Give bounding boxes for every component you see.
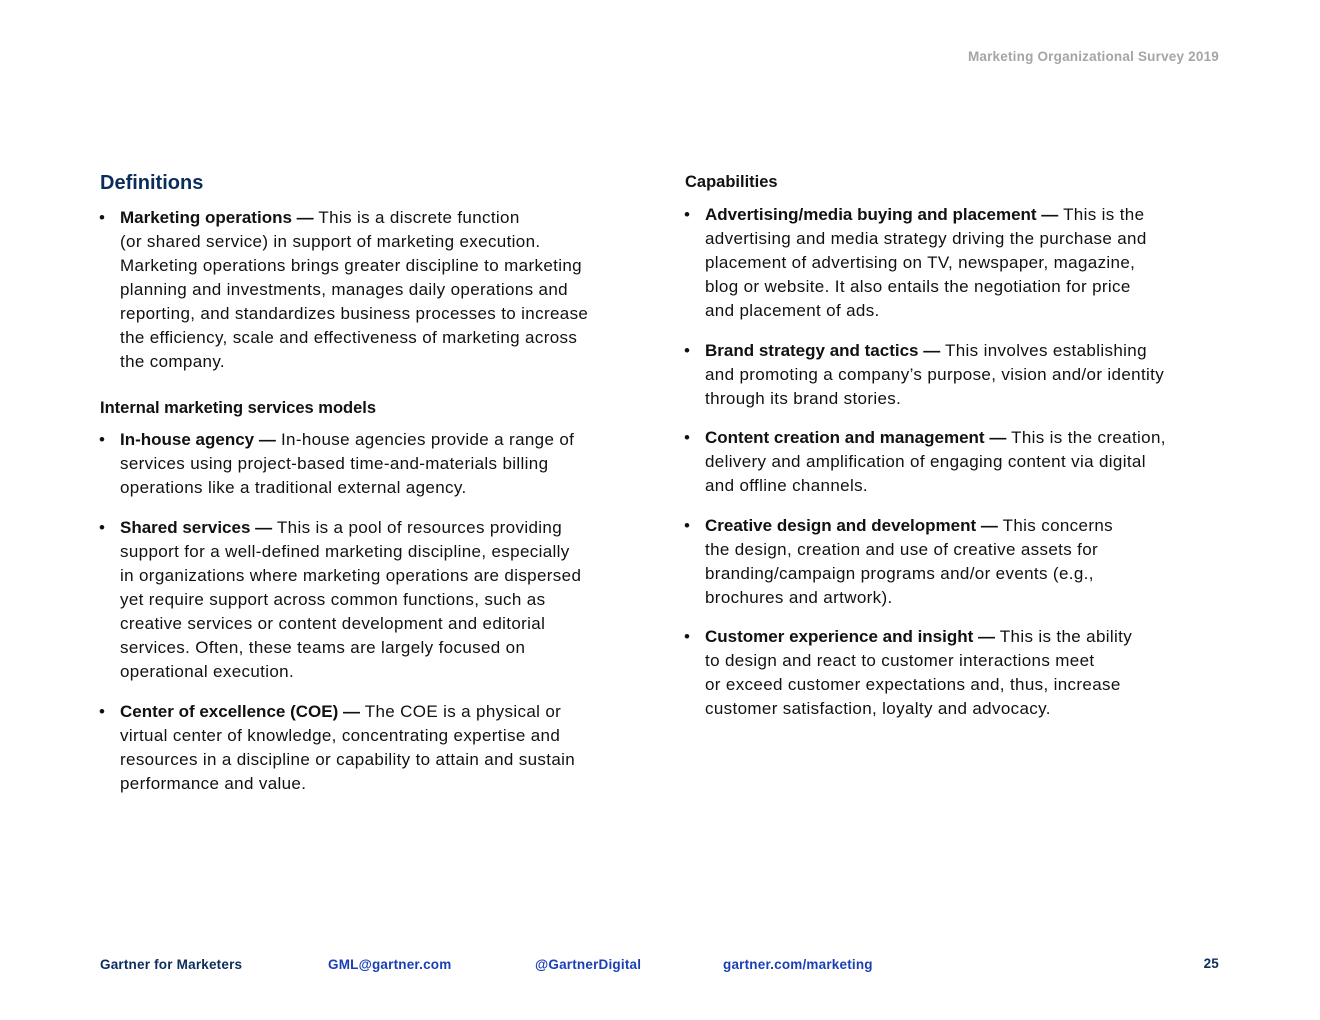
definition-line: [120, 516, 581, 540]
definition-text: This is a discrete function: [313, 208, 520, 227]
definition-line: performance and value.: [120, 774, 307, 793]
definition-line: [120, 428, 574, 452]
definition-text: This is a pool of resources providing: [272, 518, 563, 537]
bullet-icon: •: [684, 627, 691, 646]
running-header: Marketing Organizational Survey 2019: [967, 49, 1219, 64]
definition-line: operational execution.: [120, 662, 295, 681]
bullet-icon: •: [99, 518, 106, 537]
definition-list-item: [99, 700, 576, 796]
definition-line: delivery and amplification of engaging content via digital: [705, 452, 1146, 471]
definition-line: [705, 625, 1132, 649]
definition-line: creative services or content development and editorial: [120, 614, 546, 633]
definition-line: the efficiency, scale and effectiveness of marketing across: [120, 328, 578, 347]
bullet-icon: •: [99, 430, 106, 449]
definition-line: services using project-based time-and-materials billing: [120, 454, 549, 473]
definition-list-item: [684, 203, 1147, 323]
definition-text: This is the creation,: [1006, 428, 1166, 447]
definition-text: In-house agencies provide a range of: [275, 430, 575, 449]
definition-line: and offline channels.: [705, 476, 868, 495]
footer-twitter-link[interactable]: @GartnerDigital: [535, 957, 642, 972]
definition-line: to design and react to customer interactions meet: [705, 651, 1095, 670]
definition-line: operations like a traditional external agency.: [120, 478, 467, 497]
subheading-services-models: Internal marketing services models: [100, 399, 377, 417]
definition-text: This is the: [1058, 205, 1145, 224]
definition-text: This is the ability: [995, 627, 1133, 646]
bullet-icon: •: [684, 516, 691, 535]
definition-line: Marketing operations brings greater discipline to marketing: [120, 256, 582, 275]
definition-line: and promoting a company’s purpose, vision and/or identity: [705, 365, 1165, 384]
footer-website-link[interactable]: gartner.com/marketing: [723, 957, 873, 972]
definition-term: Shared services —: [120, 518, 273, 537]
definition-term: Creative design and development —: [705, 516, 998, 535]
definition-term: Content creation and management —: [705, 428, 1007, 447]
definition-line: through its brand stories.: [705, 389, 902, 408]
bullet-icon: •: [684, 341, 691, 360]
definition-text: This concerns: [997, 516, 1113, 535]
definition-line: placement of advertising on TV, newspaper, magazine,: [705, 253, 1136, 272]
definition-line: and placement of ads.: [705, 301, 880, 320]
definition-line: or exceed customer expectations and, thus, increase: [705, 675, 1121, 694]
definition-text: This involves establishing: [940, 341, 1147, 360]
definition-list-item: [99, 516, 582, 684]
footer-brand: Gartner for Marketers: [100, 957, 243, 972]
bullet-icon: •: [684, 428, 691, 447]
definition-line: branding/campaign programs and/or events (e.g.,: [705, 564, 1094, 583]
definition-line: (or shared service) in support of marketing execution.: [120, 232, 541, 251]
definition-line: [120, 700, 575, 724]
definition-line: reporting, and standardizes business processes to increase: [120, 304, 589, 323]
definition-line: the company.: [120, 352, 225, 371]
definition-line: [705, 203, 1147, 227]
bullet-icon: •: [99, 208, 106, 227]
definition-line: yet require support across common functions, such as: [120, 590, 546, 609]
section-heading-definitions: Definitions: [100, 172, 204, 194]
definition-line: virtual center of knowledge, concentrating expertise and: [120, 726, 561, 745]
definition-list-item: [99, 428, 575, 500]
definition-line: brochures and artwork).: [705, 588, 893, 607]
definition-list-item: [684, 339, 1165, 411]
definition-line: in organizations where marketing operations are dispersed: [120, 566, 582, 585]
definition-line: customer satisfaction, loyalty and advocacy.: [705, 699, 1051, 718]
definition-term: Center of excellence (COE) —: [120, 702, 360, 721]
definition-term: Customer experience and insight —: [705, 627, 996, 646]
footer-email-link[interactable]: GML@gartner.com: [328, 957, 452, 972]
definition-text: The COE is a physical or: [359, 702, 562, 721]
definition-list-item: [684, 426, 1166, 498]
definition-line: blog or website. It also entails the negotiation for price: [705, 277, 1131, 296]
definition-line: the design, creation and use of creative assets for: [705, 540, 1099, 559]
definition-term: Advertising/media buying and placement —: [705, 205, 1059, 224]
definition-line: advertising and media strategy driving the purchase and: [705, 229, 1147, 248]
definition-list-item: [99, 206, 589, 374]
bullet-icon: •: [684, 205, 691, 224]
definition-line: planning and investments, manages daily operations and: [120, 280, 568, 299]
definition-line: [705, 339, 1164, 363]
definition-list-item: [684, 625, 1133, 721]
definition-line: services. Often, these teams are largely focused on: [120, 638, 526, 657]
bullet-icon: •: [99, 702, 106, 721]
definition-line: [120, 206, 588, 230]
definition-line: support for a well-defined marketing discipline, especially: [120, 542, 570, 561]
definition-list-item: [684, 514, 1113, 610]
definition-term: Brand strategy and tactics —: [705, 341, 941, 360]
page-number: 25: [1203, 956, 1219, 971]
definition-line: resources in a discipline or capability to attain and sustain: [120, 750, 576, 769]
definition-term: In-house agency —: [120, 430, 276, 449]
definition-term: Marketing operations —: [120, 208, 314, 227]
definition-line: [705, 514, 1113, 538]
section-heading-capabilities: Capabilities: [685, 173, 778, 191]
definition-line: [705, 426, 1166, 450]
